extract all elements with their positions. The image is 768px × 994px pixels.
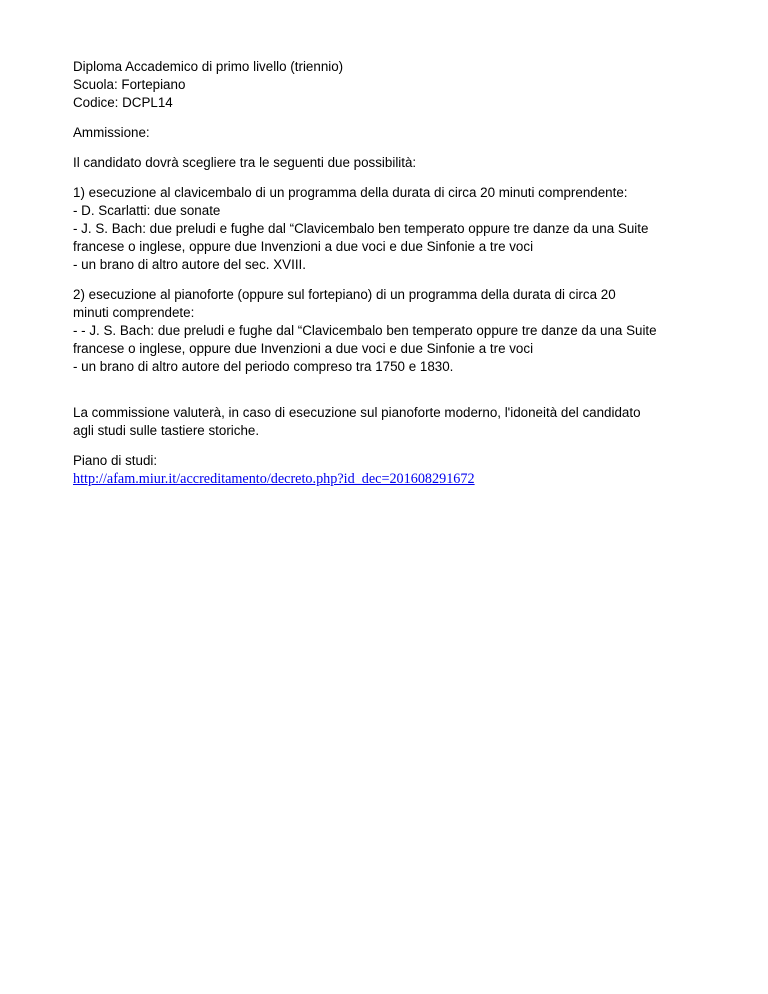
option-2-line-3: - - J. S. Bach: due preludi e fughe dal “Clavicembalo ben temperato oppure tre danze da una Suite	[73, 323, 657, 338]
option-2-line-4: francese o inglese, oppure due Invenzioni a due voci e due Sinfonie a tre voci	[73, 341, 534, 356]
option-2-line-1: 2) esecuzione al pianoforte (oppure sul fortepiano) di un programma della durata di circa 20	[73, 287, 616, 302]
option-2-block	[73, 286, 713, 376]
option-1-line-5: - un brano di altro autore del sec. XVIII.	[73, 257, 306, 272]
option-1-line-1: 1) esecuzione al clavicembalo di un programma della durata di circa 20 minuti comprendente:	[73, 185, 628, 200]
intro-text: Il candidato dovrà scegliere tra le seguenti due possibilità:	[73, 155, 417, 170]
document-page	[73, 58, 713, 488]
study-plan-label: Piano di studi:	[73, 453, 158, 468]
study-plan-link[interactable]: http://afam.miur.it/accreditamento/decreto.php?id_dec=201608291672	[73, 471, 475, 487]
school-line: Scuola: Fortepiano	[73, 77, 186, 92]
option-1-block	[73, 184, 713, 274]
option-2-line-2: minuti comprendete:	[73, 305, 195, 320]
option-1-line-2: - D. Scarlatti: due sonate	[73, 203, 221, 218]
header-block	[73, 58, 713, 112]
code-line: Codice: DCPL14	[73, 95, 173, 110]
study-plan-block	[73, 452, 713, 488]
note-line-2: agli studi sulle tastiere storiche.	[73, 423, 260, 438]
commission-note	[73, 404, 713, 440]
diploma-title: Diploma Accademico di primo livello (triennio)	[73, 59, 344, 74]
option-1-line-3: - J. S. Bach: due preludi e fughe dal “Clavicembalo ben temperato oppure tre danze da una Suite	[73, 221, 649, 236]
option-1-line-4: francese o inglese, oppure due Invenzioni a due voci e due Sinfonie a tre voci	[73, 239, 534, 254]
option-2-line-5: - un brano di altro autore del periodo compreso tra 1750 e 1830.	[73, 359, 454, 374]
note-line-1: La commissione valuterà, in caso di esecuzione sul pianoforte moderno, l'idoneità del candidato	[73, 405, 641, 420]
admission-heading: Ammissione:	[73, 125, 150, 140]
